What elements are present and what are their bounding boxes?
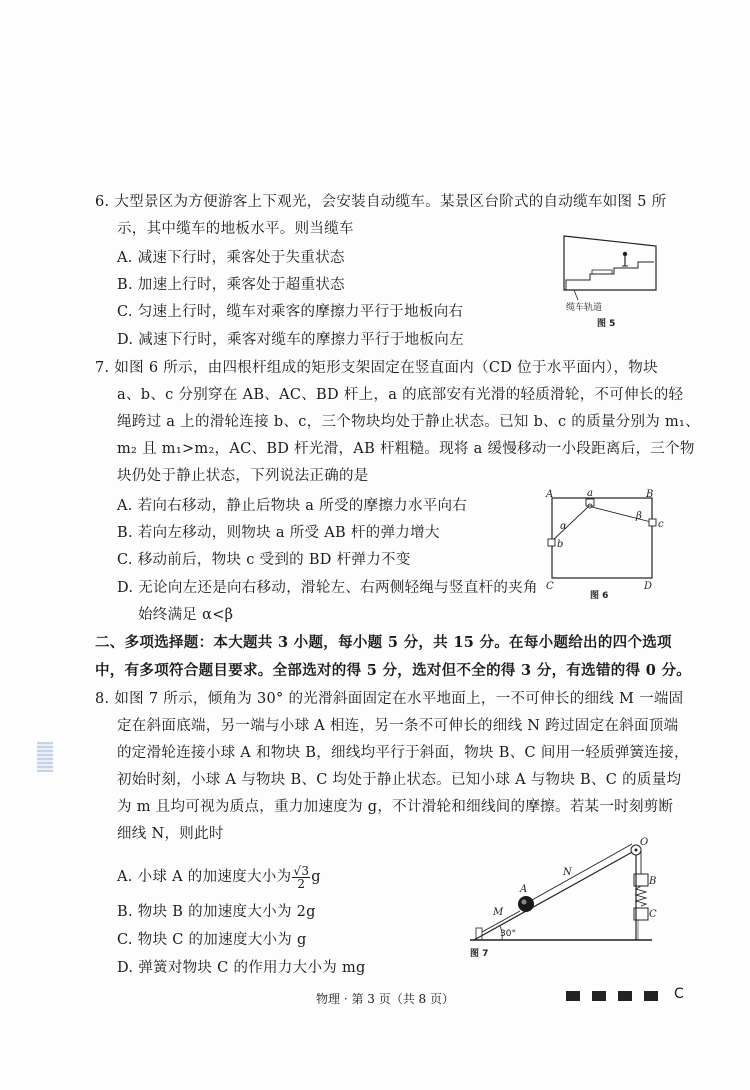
footer-mark-square xyxy=(592,991,606,1001)
figure-6-label-C: C xyxy=(546,581,554,592)
section-2-heading-line-1: 二、多项选择题：本大题共 3 小题，每小题 5 分，共 15 分。在每小题给出的四个选项 xyxy=(95,634,672,651)
q8-line-2: 定在斜面底端，另一端与小球 A 相连，另一条不可伸长的细线 N 跨过固定在斜面顶端 xyxy=(117,718,679,734)
q6-option-c: C. 匀速上行时，缆车对乘客的摩擦力平行于地板向右 xyxy=(117,304,464,320)
footer-mark-square xyxy=(566,991,580,1001)
figure-6-label-c: c xyxy=(658,519,664,530)
section-2-heading-line-2: 中，有多项符合题目要求。全部选对的得 5 分，选对但不全的得 3 分，有选错的得 0 分。 xyxy=(95,662,692,679)
figure-7-label-N: N xyxy=(563,867,572,878)
figure-7-label-A: A xyxy=(520,884,528,895)
figure-6 xyxy=(540,486,665,604)
q6-line-1: 6. 大型景区为方便游客上下观光，会安装自动缆车。某景区台阶式的自动缆车如图 5 所 xyxy=(95,194,667,210)
q7-option-d-line-2: 始终满足 α<β xyxy=(138,607,234,623)
figure-6-label-A: A xyxy=(546,489,554,500)
figure-6-label-a: a xyxy=(587,488,593,499)
figure-5 xyxy=(552,228,662,333)
q8-option-b: B. 物块 B 的加速度大小为 2g xyxy=(117,904,316,920)
q8-line-1: 8. 如图 7 所示，倾角为 30° 的光滑斜面固定在水平地面上，一不可伸长的细线 M 一端固 xyxy=(95,691,684,707)
figure-7 xyxy=(462,836,657,962)
figure-7-label-O: O xyxy=(640,837,649,848)
fraction-denominator: 2 xyxy=(297,876,306,891)
page-footer: 物理 · 第 3 页（共 8 页） xyxy=(316,992,454,1006)
q6-option-b: B. 加速上行时，乘客处于超重状态 xyxy=(117,277,345,293)
figure-6-label-D: D xyxy=(644,581,653,592)
figure-6-label-beta: β xyxy=(636,511,642,522)
q7-line-4: m₂ 且 m₁>m₂，AC、BD 杆光滑，AB 杆粗糙。现将 a 缓慢移动一小段距离后，三个物 xyxy=(117,441,695,457)
q6-line-2: 示，其中缆车的地板水平。则当缆车 xyxy=(117,221,354,237)
figure-7-label-B: B xyxy=(649,876,657,887)
q7-line-5: 块仍处于静止状态，下列说法正确的是 xyxy=(117,468,369,484)
q7-line-2: a、b、c 分别穿在 AB、AC、BD 杆上，a 的底部安有光滑的轻质滑轮，不可伸长的轻 xyxy=(117,387,684,403)
q7-option-a: A. 若向右移动，静止后物块 a 所受的摩擦力水平向右 xyxy=(117,498,468,514)
figure-6-label-b: b xyxy=(557,539,564,550)
q8-line-3: 的定滑轮连接小球 A 和物块 B，细线均平行于斜面，物块 B、C 间用一轻质弹簧连接， xyxy=(117,745,689,761)
q8-option-a-fraction xyxy=(292,865,310,890)
figure-7-angle-label: 30° xyxy=(500,929,516,939)
figure-6-label-alpha: α xyxy=(560,521,567,532)
figure-7-caption: 图 7 xyxy=(470,949,489,959)
q8-option-a-unit: g xyxy=(311,869,321,885)
figure-6-label-B: B xyxy=(646,489,654,500)
footer-mark-square xyxy=(618,991,632,1001)
q7-line-3: 绳跨过 a 上的滑轮连接 b、c，三个物块均处于静止状态。已知 b、c 的质量分别为 m₁、 xyxy=(117,414,700,430)
footer-mark-letter: C xyxy=(674,986,684,1002)
figure-5-caption: 图 5 xyxy=(597,319,616,329)
figure-5-track-label: 缆车轨道 xyxy=(566,303,603,313)
q8-option-d: D. 弹簧对物块 C 的作用力大小为 mg xyxy=(117,960,366,976)
margin-stamp xyxy=(37,742,53,772)
q7-option-d-line-1: D. 无论向左还是向右移动，滑轮左、右两侧轻绳与竖直杆的夹角 xyxy=(117,580,538,596)
q7-option-c: C. 移动前后，物块 c 受到的 BD 杆弹力不变 xyxy=(117,552,411,568)
q8-option-a-text: A. 小球 A 的加速度大小为 xyxy=(117,869,292,885)
q8-line-6: 细线 N，则此时 xyxy=(117,826,224,842)
q7-line-1: 7. 如图 6 所示，由四根杆组成的矩形支架固定在竖直面内（CD 位于水平面内），物块 xyxy=(95,360,658,376)
footer-mark-square xyxy=(644,991,658,1001)
figure-7-label-M: M xyxy=(493,907,504,918)
q7-option-b: B. 若向左移动，则物块 a 所受 AB 杆的弹力增大 xyxy=(117,525,440,541)
q8-option-a xyxy=(117,862,321,892)
q8-option-c: C. 物块 C 的加速度大小为 g xyxy=(117,932,307,948)
q8-line-5: 为 m 且均可视为质点，重力加速度为 g，不计滑轮和细线间的摩擦。若某一时刻剪断 xyxy=(117,799,674,815)
q6-option-a: A. 减速下行时，乘客处于失重状态 xyxy=(117,250,345,266)
q8-line-4: 初始时刻，小球 A 与物块 B、C 均处于静止状态。已知小球 A 与物块 B、C 的质量均 xyxy=(117,772,682,788)
figure-6-caption: 图 6 xyxy=(590,591,609,601)
q6-option-d: D. 减速下行时，乘客对缆车的摩擦力平行于地板向左 xyxy=(117,332,464,348)
fraction-numerator: √3 xyxy=(293,863,310,878)
figure-7-label-C: C xyxy=(649,909,657,920)
